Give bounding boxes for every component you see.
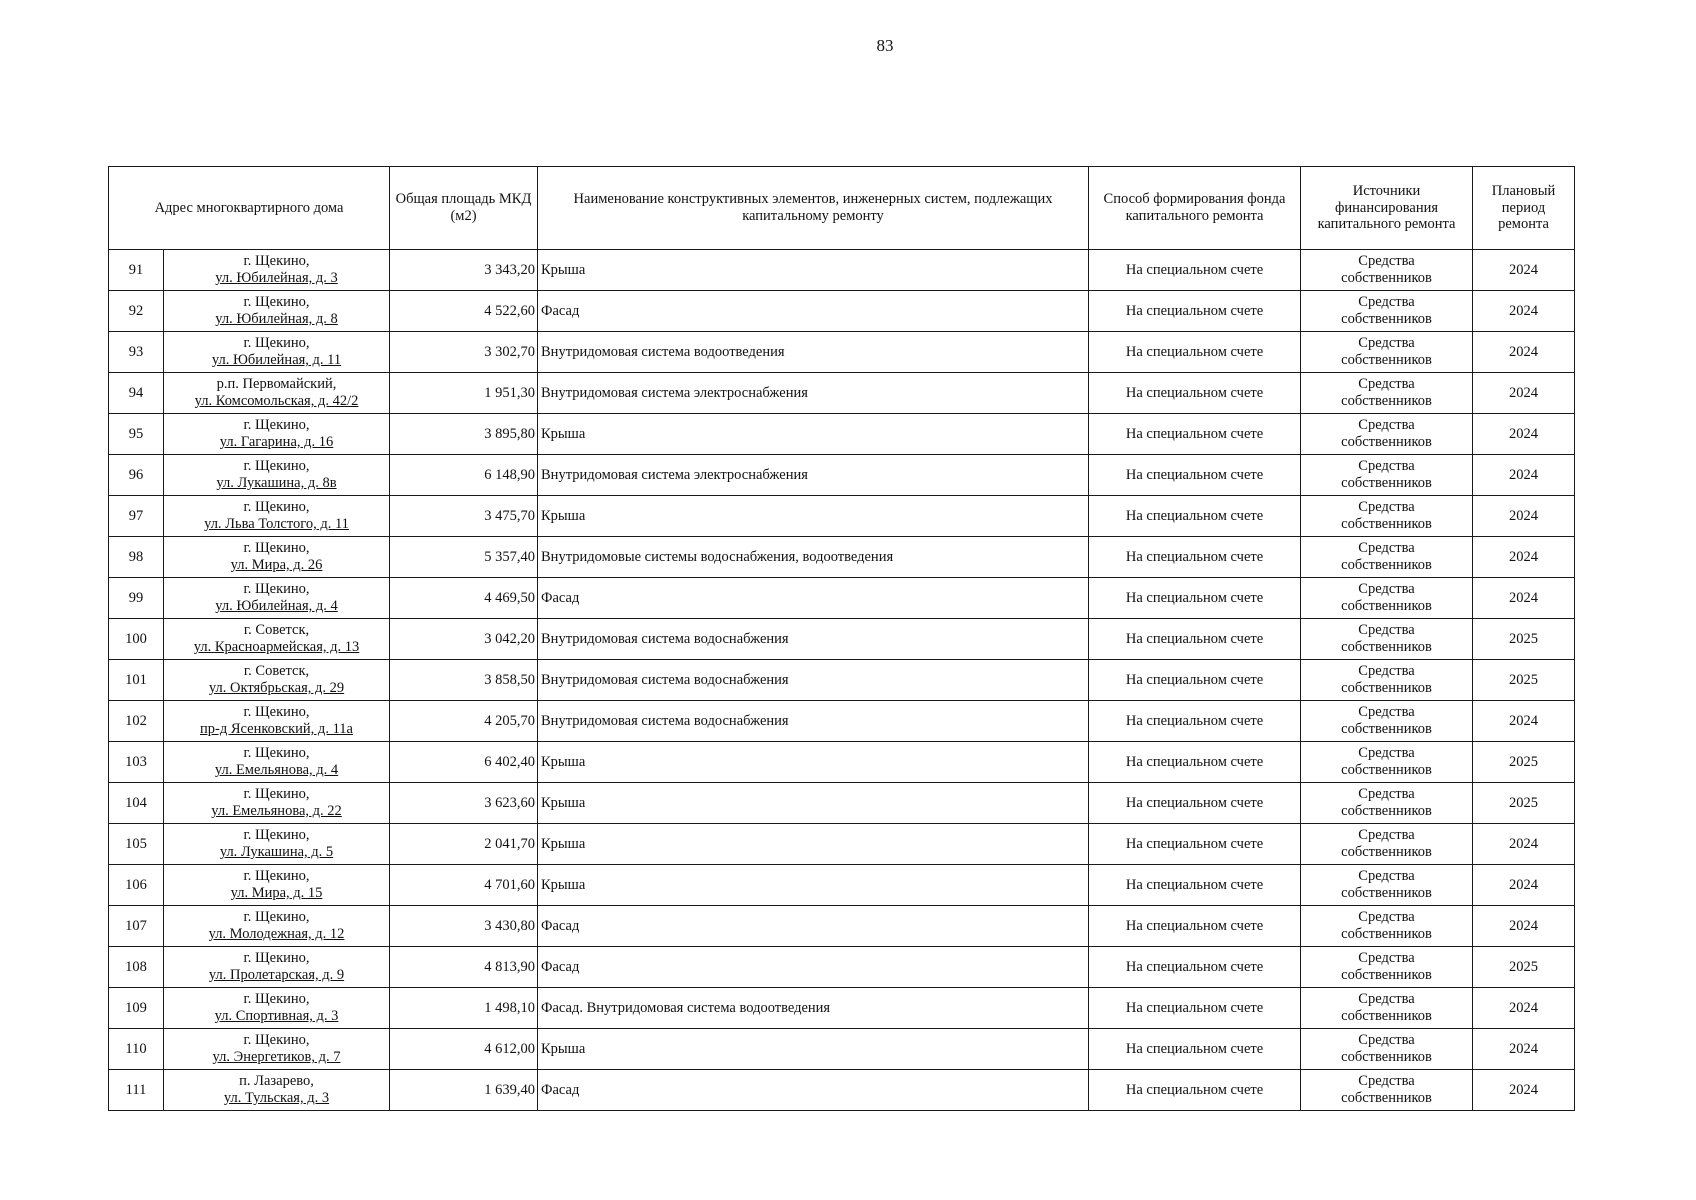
address-cell [164, 947, 390, 988]
address-locality: г. Щекино, [243, 253, 310, 270]
address-cell [164, 619, 390, 660]
source-line-1: Средства [1358, 253, 1415, 270]
method-cell: На специальном счете [1089, 701, 1301, 742]
row-number: 100 [109, 619, 164, 660]
address-locality: г. Щекино, [243, 950, 310, 967]
address-cell [164, 865, 390, 906]
address-street: ул. Юбилейная, д. 4 [215, 598, 338, 614]
area-cell: 3 042,20 [390, 619, 538, 660]
area-cell: 1 951,30 [390, 373, 538, 414]
row-number: 102 [109, 701, 164, 742]
row-number: 96 [109, 455, 164, 496]
address-cell [164, 660, 390, 701]
source-cell [1301, 824, 1473, 865]
address-street: ул. Юбилейная, д. 3 [215, 270, 338, 286]
address-cell [164, 578, 390, 619]
address-cell [164, 1029, 390, 1070]
address-locality: г. Щекино, [243, 458, 310, 475]
source-cell [1301, 496, 1473, 537]
table-row [109, 455, 1575, 496]
table-row [109, 865, 1575, 906]
address-locality: г. Щекино, [243, 417, 310, 434]
works-cell: Крыша [538, 496, 1089, 537]
repair-register-table [108, 166, 1575, 1111]
area-cell: 1 498,10 [390, 988, 538, 1029]
works-cell: Внутридомовая система водоснабжения [538, 701, 1089, 742]
source-line-2: собственников [1341, 1049, 1432, 1065]
table-row [109, 1029, 1575, 1070]
source-line-1: Средства [1358, 458, 1415, 475]
area-cell: 3 343,20 [390, 250, 538, 291]
address-street: ул. Емельянова, д. 4 [214, 762, 339, 778]
area-cell: 4 469,50 [390, 578, 538, 619]
address-cell [164, 537, 390, 578]
source-cell [1301, 373, 1473, 414]
method-cell: На специальном счете [1089, 783, 1301, 824]
address-street: ул. Льва Толстого, д. 11 [204, 516, 349, 532]
table-row [109, 496, 1575, 537]
address-locality: г. Советск, [243, 622, 310, 639]
header-area: Общая площадь МКД (м2) [390, 167, 538, 250]
table-body [109, 250, 1575, 1111]
address-cell [164, 250, 390, 291]
address-street: ул. Молодежная, д. 12 [208, 926, 345, 942]
works-cell: Крыша [538, 824, 1089, 865]
row-number: 105 [109, 824, 164, 865]
source-line-1: Средства [1358, 663, 1415, 680]
source-line-2: собственников [1341, 1008, 1432, 1024]
address-locality: г. Щекино, [243, 991, 310, 1008]
row-number: 97 [109, 496, 164, 537]
method-cell: На специальном счете [1089, 824, 1301, 865]
source-line-1: Средства [1358, 704, 1415, 721]
table-row [109, 332, 1575, 373]
address-cell [164, 701, 390, 742]
period-cell: 2024 [1473, 291, 1575, 332]
header-source: Источники финансирования капитального ремонта [1301, 167, 1473, 250]
address-street: ул. Спортивная, д. 3 [214, 1008, 339, 1024]
method-cell: На специальном счете [1089, 578, 1301, 619]
method-cell: На специальном счете [1089, 906, 1301, 947]
address-street: ул. Лукашина, д. 5 [219, 844, 334, 860]
address-cell [164, 414, 390, 455]
source-line-1: Средства [1358, 1032, 1415, 1049]
area-cell: 3 475,70 [390, 496, 538, 537]
works-cell: Фасад [538, 1070, 1089, 1111]
source-line-1: Средства [1358, 868, 1415, 885]
period-cell: 2025 [1473, 742, 1575, 783]
header-method: Способ формирования фонда капитального ремонта [1089, 167, 1301, 250]
period-cell: 2024 [1473, 1029, 1575, 1070]
period-cell: 2024 [1473, 906, 1575, 947]
table-header-row [109, 167, 1575, 250]
method-cell: На специальном счете [1089, 947, 1301, 988]
area-cell: 3 623,60 [390, 783, 538, 824]
period-cell: 2024 [1473, 332, 1575, 373]
source-cell [1301, 947, 1473, 988]
source-line-2: собственников [1341, 557, 1432, 573]
table-row [109, 291, 1575, 332]
area-cell: 1 639,40 [390, 1070, 538, 1111]
address-locality: г. Щекино, [243, 1032, 310, 1049]
row-number: 91 [109, 250, 164, 291]
row-number: 94 [109, 373, 164, 414]
area-cell: 3 858,50 [390, 660, 538, 701]
source-line-1: Средства [1358, 294, 1415, 311]
source-line-2: собственников [1341, 803, 1432, 819]
works-cell: Крыша [538, 783, 1089, 824]
address-cell [164, 373, 390, 414]
works-cell: Крыша [538, 414, 1089, 455]
source-line-1: Средства [1358, 991, 1415, 1008]
works-cell: Фасад [538, 291, 1089, 332]
method-cell: На специальном счете [1089, 332, 1301, 373]
table-container [108, 166, 1574, 1111]
source-line-2: собственников [1341, 270, 1432, 286]
address-street: ул. Пролетарская, д. 9 [208, 967, 345, 983]
period-cell: 2024 [1473, 496, 1575, 537]
row-number: 103 [109, 742, 164, 783]
method-cell: На специальном счете [1089, 291, 1301, 332]
works-cell: Фасад. Внутридомовая система водоотведения [538, 988, 1089, 1029]
works-cell: Фасад [538, 947, 1089, 988]
source-line-1: Средства [1358, 622, 1415, 639]
source-line-1: Средства [1358, 786, 1415, 803]
source-cell [1301, 250, 1473, 291]
address-locality: г. Щекино, [243, 786, 310, 803]
row-number: 93 [109, 332, 164, 373]
row-number: 111 [109, 1070, 164, 1111]
source-cell [1301, 988, 1473, 1029]
works-cell: Крыша [538, 865, 1089, 906]
source-line-2: собственников [1341, 967, 1432, 983]
address-locality: г. Щекино, [243, 294, 310, 311]
source-line-1: Средства [1358, 376, 1415, 393]
source-cell [1301, 865, 1473, 906]
source-line-1: Средства [1358, 540, 1415, 557]
area-cell: 4 612,00 [390, 1029, 538, 1070]
source-line-1: Средства [1358, 1073, 1415, 1090]
source-line-1: Средства [1358, 335, 1415, 352]
table-row [109, 537, 1575, 578]
address-street: пр-д Ясенковский, д. 11а [200, 721, 353, 737]
period-cell: 2024 [1473, 373, 1575, 414]
row-number: 107 [109, 906, 164, 947]
method-cell: На специальном счете [1089, 455, 1301, 496]
area-cell: 4 701,60 [390, 865, 538, 906]
source-cell [1301, 1029, 1473, 1070]
source-cell [1301, 1070, 1473, 1111]
source-cell [1301, 414, 1473, 455]
source-line-2: собственников [1341, 434, 1432, 450]
header-period: Плановый период ремонта [1473, 167, 1575, 250]
method-cell: На специальном счете [1089, 619, 1301, 660]
row-number: 108 [109, 947, 164, 988]
works-cell: Внутридомовая система водоотведения [538, 332, 1089, 373]
source-line-2: собственников [1341, 1090, 1432, 1106]
source-line-2: собственников [1341, 762, 1432, 778]
address-locality: г. Щекино, [243, 704, 310, 721]
address-cell [164, 291, 390, 332]
address-cell [164, 824, 390, 865]
address-street: ул. Мира, д. 15 [230, 885, 323, 901]
period-cell: 2024 [1473, 988, 1575, 1029]
row-number: 95 [109, 414, 164, 455]
source-cell [1301, 701, 1473, 742]
works-cell: Внутридомовая система электроснабжения [538, 455, 1089, 496]
address-cell [164, 455, 390, 496]
period-cell: 2024 [1473, 701, 1575, 742]
address-cell [164, 988, 390, 1029]
period-cell: 2024 [1473, 414, 1575, 455]
source-line-1: Средства [1358, 745, 1415, 762]
works-cell: Внутридомовая система водоснабжения [538, 660, 1089, 701]
source-line-1: Средства [1358, 417, 1415, 434]
source-line-2: собственников [1341, 516, 1432, 532]
address-locality: г. Щекино, [243, 868, 310, 885]
method-cell: На специальном счете [1089, 414, 1301, 455]
row-number: 101 [109, 660, 164, 701]
address-locality: г. Щекино, [243, 540, 310, 557]
address-locality: г. Щекино, [243, 581, 310, 598]
table-row [109, 414, 1575, 455]
source-line-1: Средства [1358, 950, 1415, 967]
source-cell [1301, 332, 1473, 373]
method-cell: На специальном счете [1089, 742, 1301, 783]
works-cell: Внутридомовые системы водоснабжения, водоотведения [538, 537, 1089, 578]
period-cell: 2024 [1473, 865, 1575, 906]
table-row [109, 824, 1575, 865]
source-cell [1301, 906, 1473, 947]
source-line-1: Средства [1358, 499, 1415, 516]
address-cell [164, 783, 390, 824]
page-number: 83 [876, 36, 894, 55]
period-cell: 2024 [1473, 537, 1575, 578]
source-line-2: собственников [1341, 721, 1432, 737]
address-locality: г. Щекино, [243, 827, 310, 844]
area-cell: 3 430,80 [390, 906, 538, 947]
row-number: 104 [109, 783, 164, 824]
source-line-2: собственников [1341, 475, 1432, 491]
method-cell: На специальном счете [1089, 865, 1301, 906]
address-street: ул. Комсомольская, д. 42/2 [194, 393, 359, 409]
area-cell: 6 148,90 [390, 455, 538, 496]
address-street: ул. Мира, д. 26 [230, 557, 323, 573]
table-row [109, 906, 1575, 947]
works-cell: Крыша [538, 742, 1089, 783]
source-line-2: собственников [1341, 352, 1432, 368]
address-locality: р.п. Первомайский, [216, 376, 337, 393]
address-street: ул. Октябрьская, д. 29 [208, 680, 345, 696]
row-number: 106 [109, 865, 164, 906]
table-row [109, 783, 1575, 824]
table-row [109, 578, 1575, 619]
address-street: ул. Тульская, д. 3 [223, 1090, 330, 1106]
source-line-2: собственников [1341, 311, 1432, 327]
address-cell [164, 742, 390, 783]
address-street: ул. Гагарина, д. 16 [219, 434, 334, 450]
method-cell: На специальном счете [1089, 660, 1301, 701]
address-locality: г. Щекино, [243, 335, 310, 352]
source-line-2: собственников [1341, 926, 1432, 942]
area-cell: 4 522,60 [390, 291, 538, 332]
period-cell: 2024 [1473, 455, 1575, 496]
address-locality: п. Лазарево, [239, 1073, 314, 1090]
row-number: 99 [109, 578, 164, 619]
address-cell [164, 906, 390, 947]
area-cell: 3 895,80 [390, 414, 538, 455]
method-cell: На специальном счете [1089, 1070, 1301, 1111]
period-cell: 2024 [1473, 578, 1575, 619]
table-row [109, 373, 1575, 414]
works-cell: Фасад [538, 578, 1089, 619]
period-cell: 2025 [1473, 947, 1575, 988]
period-cell: 2024 [1473, 1070, 1575, 1111]
area-cell: 5 357,40 [390, 537, 538, 578]
source-cell [1301, 742, 1473, 783]
method-cell: На специальном счете [1089, 988, 1301, 1029]
works-cell: Крыша [538, 1029, 1089, 1070]
row-number: 92 [109, 291, 164, 332]
address-street: ул. Энергетиков, д. 7 [212, 1049, 341, 1065]
source-cell [1301, 660, 1473, 701]
table-row [109, 947, 1575, 988]
address-locality: г. Советск, [243, 663, 310, 680]
source-cell [1301, 619, 1473, 660]
table-row [109, 988, 1575, 1029]
address-locality: г. Щекино, [243, 499, 310, 516]
source-line-2: собственников [1341, 639, 1432, 655]
header-works: Наименование конструктивных элементов, инженерных систем, подлежащих капитальному ремонту [538, 167, 1089, 250]
table-row [109, 619, 1575, 660]
table-row [109, 742, 1575, 783]
address-street: ул. Юбилейная, д. 11 [211, 352, 342, 368]
period-cell: 2024 [1473, 250, 1575, 291]
source-line-1: Средства [1358, 827, 1415, 844]
area-cell: 3 302,70 [390, 332, 538, 373]
address-locality: г. Щекино, [243, 745, 310, 762]
method-cell: На специальном счете [1089, 373, 1301, 414]
source-cell [1301, 455, 1473, 496]
period-cell: 2024 [1473, 824, 1575, 865]
period-cell: 2025 [1473, 619, 1575, 660]
period-cell: 2025 [1473, 783, 1575, 824]
source-line-2: собственников [1341, 844, 1432, 860]
address-street: ул. Лукашина, д. 8в [216, 475, 337, 491]
works-cell: Внутридомовая система электроснабжения [538, 373, 1089, 414]
source-cell [1301, 578, 1473, 619]
address-street: ул. Красноармейская, д. 13 [193, 639, 360, 655]
row-number: 98 [109, 537, 164, 578]
table-row [109, 250, 1575, 291]
address-locality: г. Щекино, [243, 909, 310, 926]
address-cell [164, 496, 390, 537]
source-line-2: собственников [1341, 885, 1432, 901]
works-cell: Фасад [538, 906, 1089, 947]
period-cell: 2025 [1473, 660, 1575, 701]
row-number: 109 [109, 988, 164, 1029]
table-row [109, 1070, 1575, 1111]
address-street: ул. Емельянова, д. 22 [211, 803, 342, 819]
source-line-2: собственников [1341, 680, 1432, 696]
source-line-1: Средства [1358, 581, 1415, 598]
area-cell: 4 205,70 [390, 701, 538, 742]
source-line-1: Средства [1358, 909, 1415, 926]
method-cell: На специальном счете [1089, 1029, 1301, 1070]
area-cell: 2 041,70 [390, 824, 538, 865]
address-cell [164, 332, 390, 373]
source-cell [1301, 783, 1473, 824]
source-cell [1301, 537, 1473, 578]
source-cell [1301, 291, 1473, 332]
row-number: 110 [109, 1029, 164, 1070]
method-cell: На специальном счете [1089, 250, 1301, 291]
table-row [109, 701, 1575, 742]
header-address: Адрес многоквартирного дома [109, 167, 390, 250]
works-cell: Крыша [538, 250, 1089, 291]
area-cell: 6 402,40 [390, 742, 538, 783]
method-cell: На специальном счете [1089, 496, 1301, 537]
address-street: ул. Юбилейная, д. 8 [215, 311, 338, 327]
address-cell [164, 1070, 390, 1111]
source-line-2: собственников [1341, 393, 1432, 409]
method-cell: На специальном счете [1089, 537, 1301, 578]
works-cell: Внутридомовая система водоснабжения [538, 619, 1089, 660]
table-row [109, 660, 1575, 701]
area-cell: 4 813,90 [390, 947, 538, 988]
source-line-2: собственников [1341, 598, 1432, 614]
